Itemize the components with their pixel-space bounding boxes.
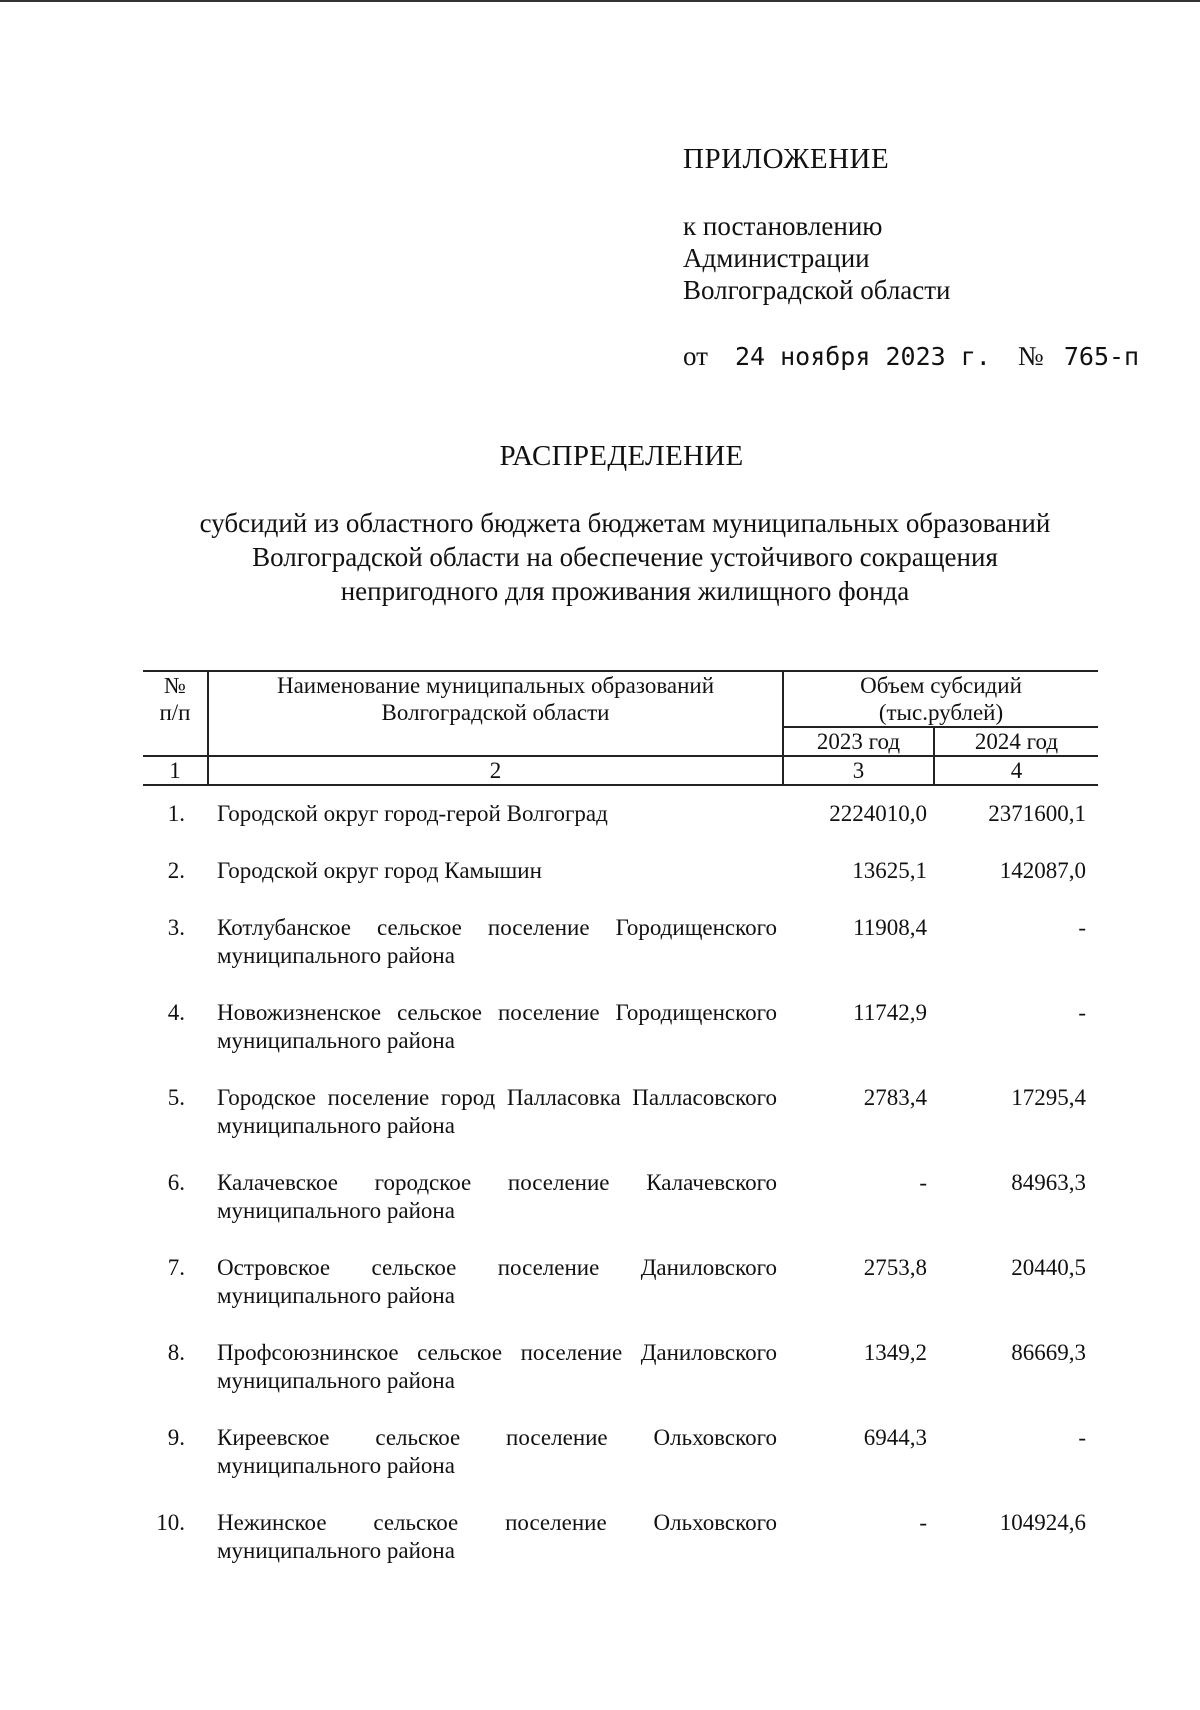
row-value-2024: - bbox=[1078, 1000, 1086, 1025]
table-row bbox=[143, 914, 1098, 999]
subsidy-table-header bbox=[143, 670, 1098, 786]
col-volume-line: Объем субсидий bbox=[860, 673, 1022, 698]
row-value-2024: - bbox=[1078, 1425, 1086, 1450]
row-number: 8. bbox=[167, 1340, 185, 1365]
col-num-header bbox=[143, 671, 208, 756]
row-value-2024: 86669,3 bbox=[1011, 1340, 1086, 1365]
row-number: 2. bbox=[167, 858, 185, 883]
document-title: РАСПРЕДЕЛЕНИЕ bbox=[499, 440, 744, 472]
table-row bbox=[143, 857, 1098, 914]
row-value-2024: 142087,0 bbox=[999, 858, 1086, 883]
row-value-2023: 2224010,0 bbox=[829, 801, 927, 826]
col-2024-header: 2024 год bbox=[934, 727, 1098, 756]
row-name: Островское сельское поселение Даниловского муниципального района bbox=[217, 1255, 777, 1308]
row-number: 7. bbox=[167, 1255, 185, 1280]
table-row bbox=[143, 1169, 1098, 1254]
table-row bbox=[143, 1084, 1098, 1169]
appendix-reference bbox=[683, 210, 951, 306]
subtitle-line: субсидий из областного бюджета бюджетам муниципальных образований bbox=[199, 508, 1051, 538]
row-value-2023: 11908,4 bbox=[853, 915, 927, 940]
row-number: 10. bbox=[156, 1510, 185, 1535]
document-subtitle bbox=[160, 506, 1090, 608]
row-name: Городской округ город-герой Волгоград bbox=[217, 801, 608, 826]
row-name: Профсоюзнинское сельское поселение Даниловского муниципального района bbox=[217, 1340, 777, 1393]
index-cell: 2 bbox=[208, 756, 783, 785]
row-value-2024: 84963,3 bbox=[1011, 1170, 1086, 1195]
table-row bbox=[143, 1509, 1098, 1594]
row-value-2023: 13625,1 bbox=[852, 858, 927, 883]
row-number: 1. bbox=[167, 801, 185, 826]
row-name: Новожизненское сельское поселение Городищенского муниципального района bbox=[217, 1000, 777, 1053]
row-value-2023: - bbox=[919, 1510, 927, 1535]
row-number: 6. bbox=[167, 1170, 185, 1195]
row-value-2024: - bbox=[1078, 915, 1086, 940]
row-name: Киреевское сельское поселение Ольховского муниципального района bbox=[217, 1425, 777, 1478]
col-2023-header: 2023 год bbox=[783, 727, 934, 756]
table-row bbox=[143, 800, 1098, 857]
table-row bbox=[143, 999, 1098, 1084]
row-value-2024: 104924,6 bbox=[999, 1510, 1086, 1535]
subsidy-table-body bbox=[143, 800, 1098, 1594]
row-number: 4. bbox=[167, 1000, 185, 1025]
index-cell: 1 bbox=[143, 756, 208, 785]
subtitle-line: непригодного для проживания жилищного фонда bbox=[340, 576, 910, 606]
page-top-edge bbox=[0, 0, 1200, 2]
row-value-2024: 2371600,1 bbox=[988, 801, 1086, 826]
table-row bbox=[143, 1424, 1098, 1509]
col-volume-header bbox=[783, 671, 1098, 727]
from-label: от bbox=[683, 341, 708, 371]
row-name: Котлубанское сельское поселение Городищенского муниципального района bbox=[217, 915, 777, 968]
row-name: Нежинское сельское поселение Ольховского муниципального района bbox=[217, 1510, 777, 1563]
col-name-line: Волгоградской области bbox=[381, 700, 610, 725]
row-value-2023: - bbox=[919, 1170, 927, 1195]
row-name: Городской округ город Камышин bbox=[217, 858, 542, 883]
appendix-heading: ПРИЛОЖЕНИЕ bbox=[683, 143, 890, 175]
approval-line bbox=[683, 340, 1139, 373]
index-cell: 3 bbox=[783, 756, 934, 785]
approval-number: 765-п bbox=[1063, 342, 1140, 371]
row-number: 5. bbox=[167, 1085, 185, 1110]
col-name-header bbox=[208, 671, 783, 756]
col-num-line: № bbox=[164, 673, 186, 698]
subtitle-line: Волгоградской области на обеспечение устойчивого сокращения bbox=[252, 542, 998, 572]
row-value-2023: 2783,4 bbox=[863, 1085, 927, 1110]
row-value-2023: 2753,8 bbox=[863, 1255, 927, 1280]
col-volume-line: (тыс.рублей) bbox=[878, 700, 1004, 725]
row-value-2024: 20440,5 bbox=[1011, 1255, 1086, 1280]
row-value-2023: 11742,9 bbox=[853, 1000, 927, 1025]
row-name: Калачевское городское поселение Калачевского муниципального района bbox=[217, 1170, 777, 1223]
row-number: 9. bbox=[167, 1425, 185, 1450]
number-label: № bbox=[1017, 341, 1044, 371]
row-number: 3. bbox=[167, 915, 185, 940]
reference-line: Администрации bbox=[683, 243, 870, 273]
table-row bbox=[143, 1339, 1098, 1424]
row-name: Городское поселение город Палласовка Палласовского муниципального района bbox=[217, 1085, 777, 1138]
row-value-2023: 1349,2 bbox=[863, 1340, 927, 1365]
row-value-2023: 6944,3 bbox=[863, 1425, 927, 1450]
table-row bbox=[143, 1254, 1098, 1339]
row-value-2024: 17295,4 bbox=[1011, 1085, 1086, 1110]
index-cell: 4 bbox=[934, 756, 1098, 785]
reference-line: к постановлению bbox=[683, 211, 883, 241]
reference-line: Волгоградской области bbox=[683, 275, 951, 305]
col-name-line: Наименование муниципальных образований bbox=[276, 673, 715, 698]
approval-date: 24 ноября 2023 г. bbox=[734, 342, 991, 371]
col-num-line: п/п bbox=[159, 700, 191, 725]
